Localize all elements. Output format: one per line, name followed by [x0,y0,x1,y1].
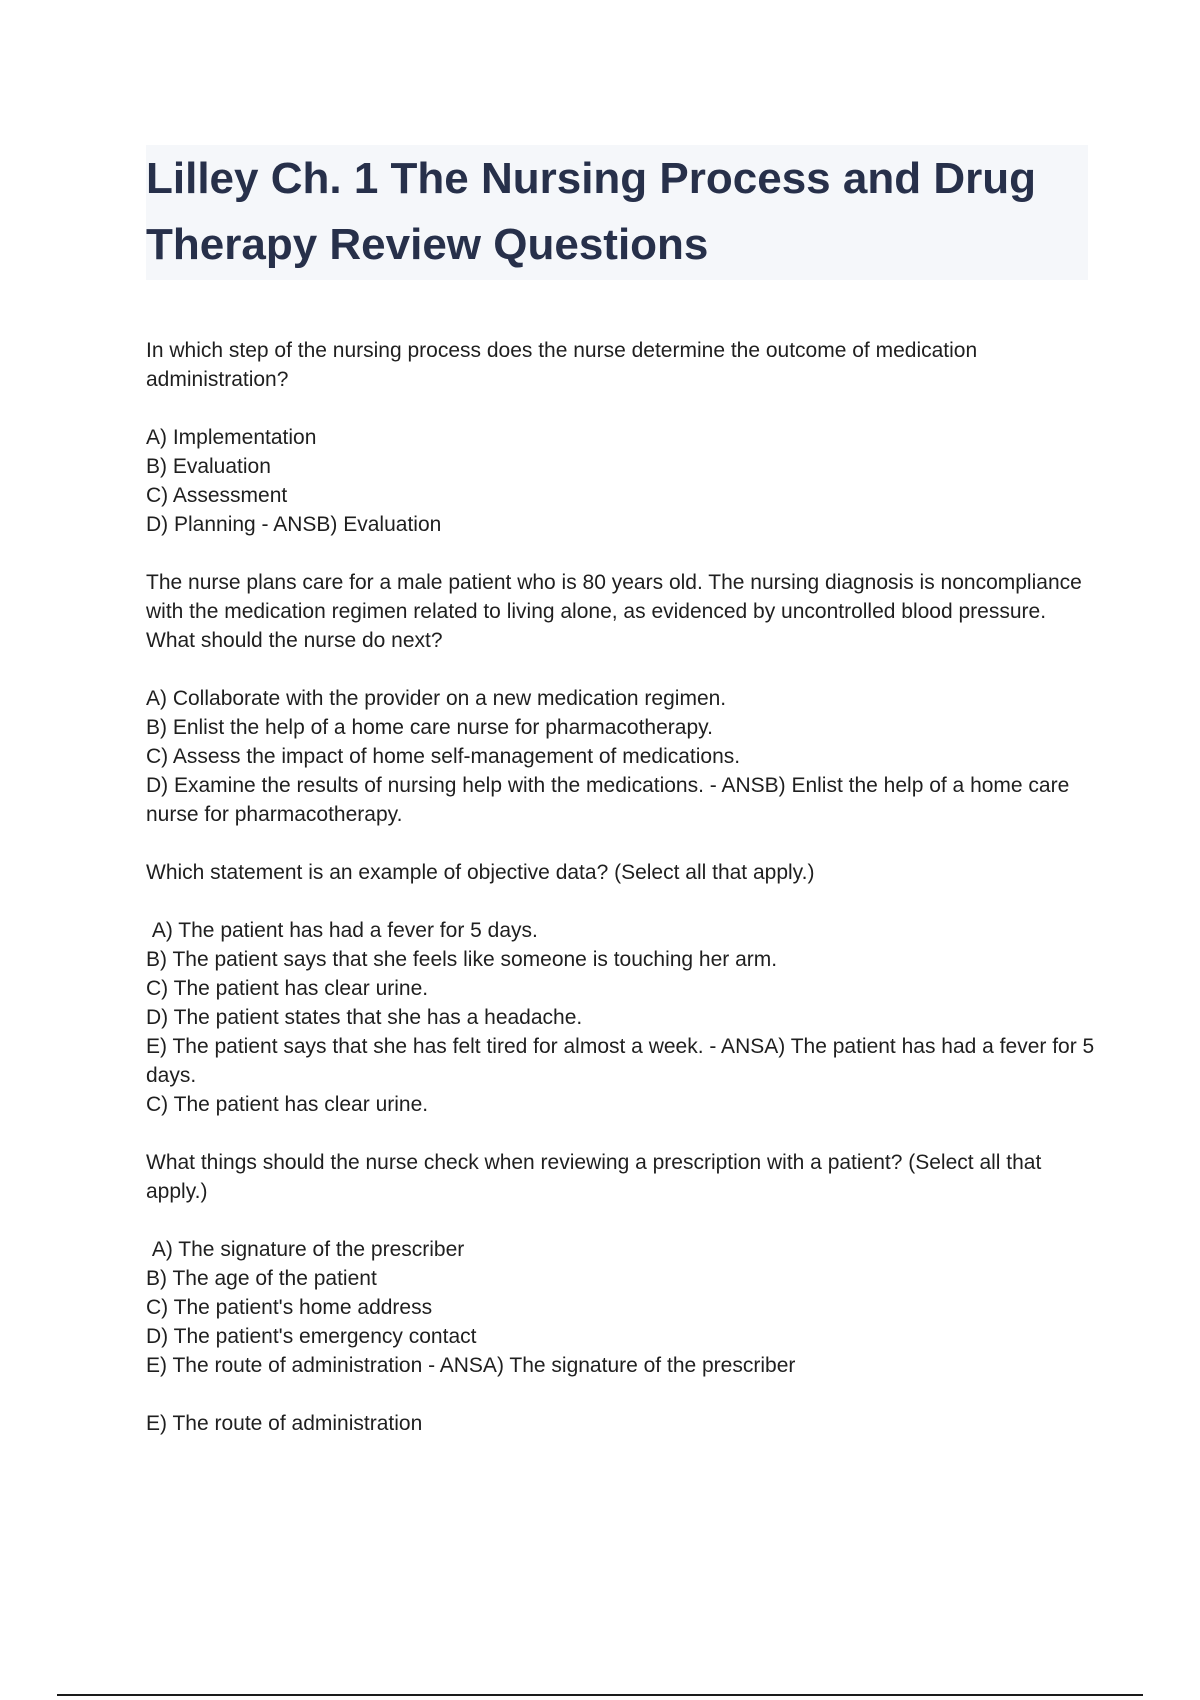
answer-option: D) Planning - ANSB) Evaluation [146,513,442,536]
footer-divider [57,1694,1143,1696]
question-stem: In which step of the nursing process does the nurse determine the outcome of medication administration? [146,339,978,391]
answer-option: A) The patient has had a fever for 5 days. [146,919,538,942]
answer-options [146,684,1096,829]
answer-options [146,1235,1096,1380]
answer-option: D) The patient's emergency contact [146,1325,477,1348]
question-stem: The nurse plans care for a male patient who is 80 years old. The nursing diagnosis is noncompliance with the medication regimen related to living alone, as evidenced by uncontrolled blood pressure. What should the nurse do next? [146,571,1082,652]
answer-option: C) The patient has clear urine. [146,1093,429,1116]
answer-option: C) The patient has clear urine. [146,977,429,1000]
questions-body [146,336,1101,1467]
answer-option: D) The patient states that she has a headache. [146,1006,583,1029]
answer-option: B) Enlist the help of a home care nurse for pharmacotherapy. [146,716,713,739]
answer-options [146,916,1101,1119]
answer-option: A) The signature of the prescriber [146,1238,465,1261]
question-stem: What things should the nurse check when reviewing a prescription with a patient? (Select all that apply.) [146,1151,1042,1203]
answer-option: E) The patient says that she has felt tired for almost a week. - ANSA) The patient has had a fever for 5 days. [146,1035,1101,1087]
answer-options [146,423,1096,539]
answer-option: A) Collaborate with the provider on a new medication regimen. [146,687,727,710]
answer-option: B) The age of the patient [146,1267,377,1290]
question-stem: Which statement is an example of objective data? (Select all that apply.) [146,861,815,884]
answer-option: C) Assessment [146,484,288,507]
answer-option: D) Examine the results of nursing help with the medications. - ANSB) Enlist the help of a home care nurse for pharmacotherapy. [146,774,1076,826]
title-banner [146,145,1088,280]
answer-option: C) The patient's home address [146,1296,433,1319]
answer-option: B) Evaluation [146,455,271,478]
page-title: Lilley Ch. 1 The Nursing Process and Drug Therapy Review Questions [146,154,1036,269]
answer-option: E) The route of administration - ANSA) The signature of the prescriber [146,1354,796,1377]
answer-option: C) Assess the impact of home self-management of medications. [146,745,741,768]
answer-option: B) The patient says that she feels like someone is touching her arm. [146,948,778,971]
answer-option: A) Implementation [146,426,317,449]
answer-continuation: E) The route of administration [146,1412,423,1435]
